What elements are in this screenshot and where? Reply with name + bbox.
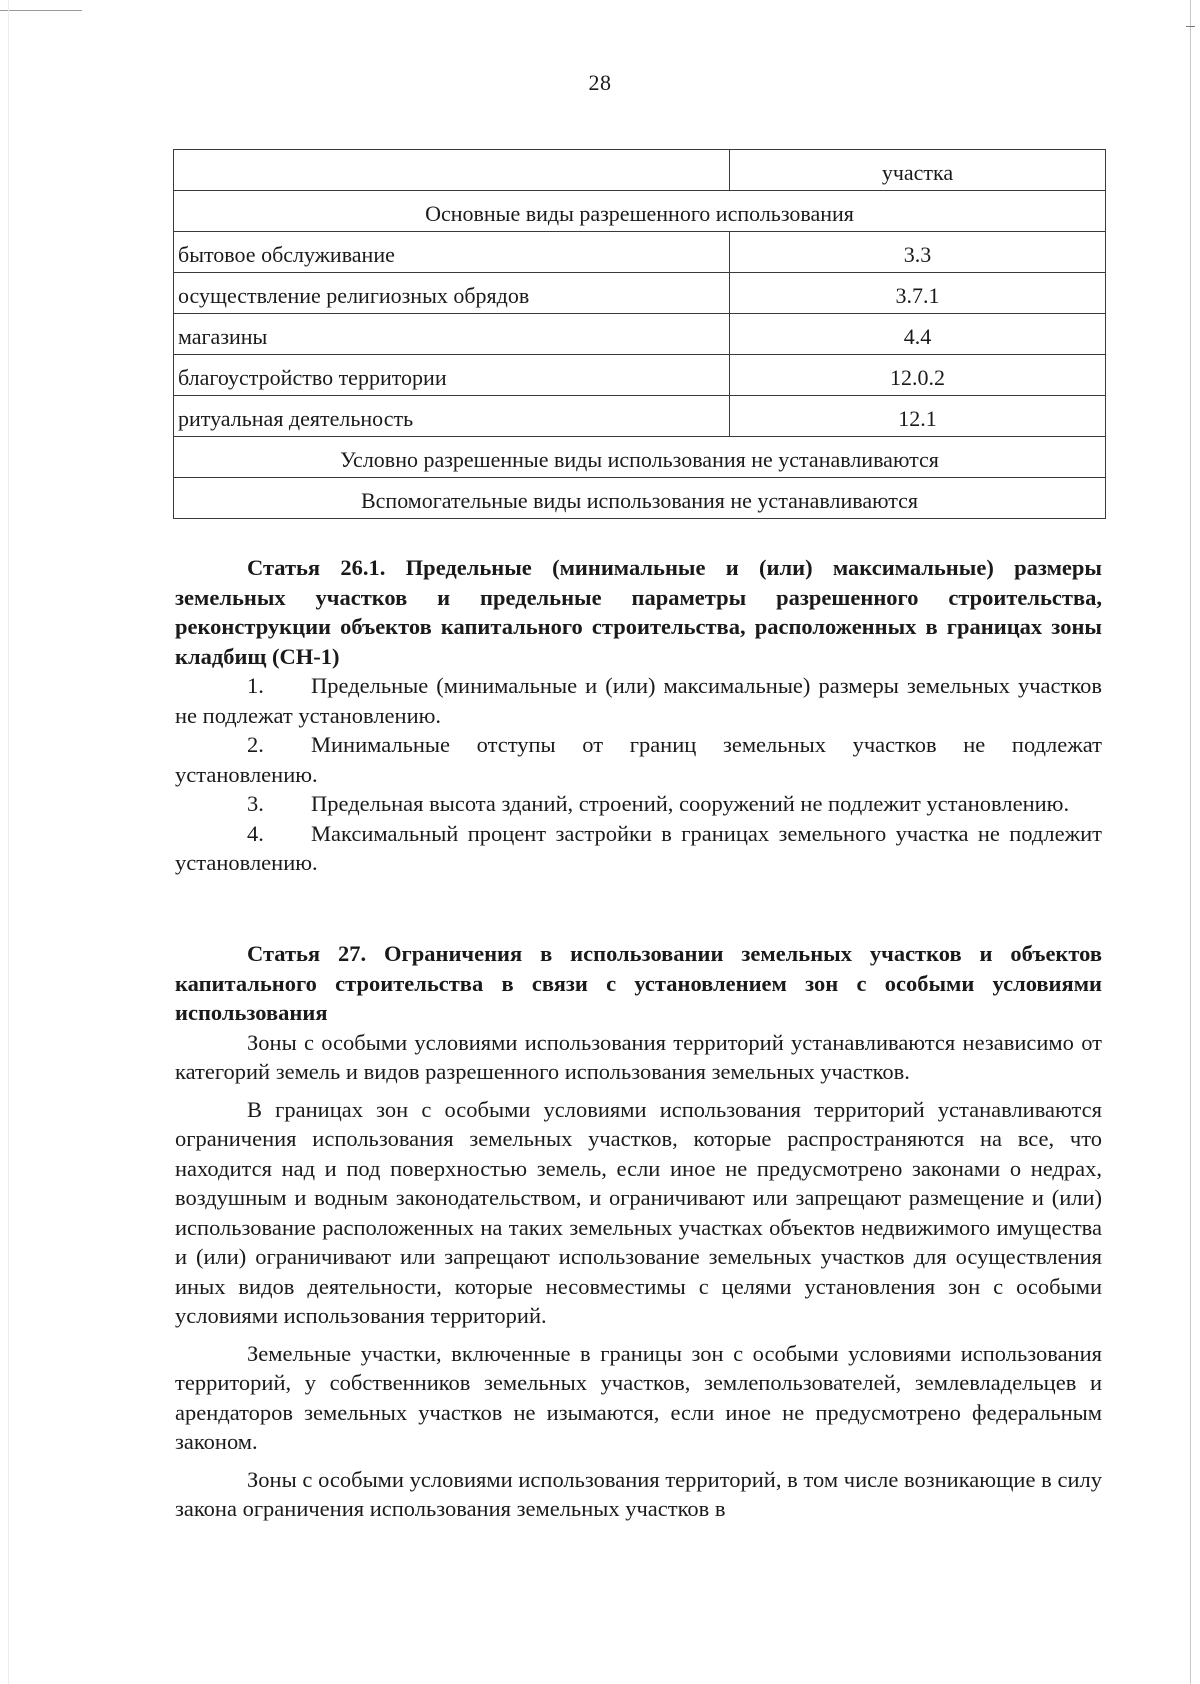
table-row <box>174 273 1106 314</box>
use-code-cell: 3.3 <box>730 232 1106 273</box>
table-section-row <box>174 191 1106 232</box>
item-number: 2. <box>247 732 264 757</box>
table-row <box>174 396 1106 437</box>
table-cell <box>174 150 730 191</box>
list-item <box>175 730 1102 789</box>
item-number: 3. <box>247 791 264 816</box>
table-section-row <box>174 437 1106 478</box>
scan-artifact-line <box>1190 0 1191 1684</box>
use-code-cell: 3.7.1 <box>730 273 1106 314</box>
table-header-cell: участка <box>730 150 1106 191</box>
section-auxiliary-uses: Вспомогательные виды использования не устанавливаются <box>174 478 1106 519</box>
table-row <box>174 232 1106 273</box>
table-row <box>174 355 1106 396</box>
item-text: Максимальный процент застройки в границах земельного участка не подлежит установлению. <box>175 820 1102 875</box>
list-item <box>175 789 1102 819</box>
use-name-cell: благоустройство территории <box>174 355 730 396</box>
use-name-cell: бытовое обслуживание <box>174 232 730 273</box>
item-number: 1. <box>247 673 264 698</box>
item-text: Предельные (минимальные и (или) максимальные) размеры земельных участков не подлежат установлению. <box>175 673 1102 728</box>
scan-artifact-line <box>0 10 82 11</box>
list-item <box>175 819 1102 878</box>
article-26-1-title: Статья 26.1. Предельные (минимальные и (или) максимальные) размеры земельных участков и предельные параметры разрешенного строительства, реконструкции объектов капитального строительства, расположенных в границах зоны кладбищ (СН-1) <box>175 555 1102 669</box>
article-26-1 <box>175 553 1102 878</box>
use-name-cell: магазины <box>174 314 730 355</box>
permitted-use-table <box>173 149 1106 519</box>
use-code-cell: 12.1 <box>730 396 1106 437</box>
paragraph: Зоны с особыми условиями использования территорий устанавливаются независимо от категорий земель и видов разрешенного использования земельных участков. <box>175 1029 1102 1084</box>
article-27-title: Статья 27. Ограничения в использовании земельных участков и объектов капитального строительства в связи с установлением зон с особыми условиями использования <box>175 941 1102 1025</box>
table-row <box>174 314 1106 355</box>
article-27 <box>175 939 1102 1524</box>
table-section-row <box>174 478 1106 519</box>
use-name-cell: ритуальная деятельность <box>174 396 730 437</box>
use-code-cell: 12.0.2 <box>730 355 1106 396</box>
scan-artifact-line <box>8 0 9 1684</box>
item-number: 4. <box>247 820 264 846</box>
use-code-cell: 4.4 <box>730 314 1106 355</box>
paragraph: Зоны с особыми условиями использования территорий, в том числе возникающие в силу закона ограничения использования земельных участков в <box>175 1466 1102 1521</box>
list-item <box>175 671 1102 730</box>
section-main-uses: Основные виды разрешенного использования <box>174 191 1106 232</box>
page-number: 28 <box>588 70 612 95</box>
section-conditional-uses: Условно разрешенные виды использования не устанавливаются <box>174 437 1106 478</box>
item-text: Предельная высота зданий, строений, сооружений не подлежит установлению. <box>311 791 1070 816</box>
paragraph: Земельные участки, включенные в границы зон с особыми условиями использования территорий, у собственников земельных участков, землепользователей, землевладельцев и арендаторов земельных участков не изымаются, если иное не предусмотрено федеральным законом. <box>175 1340 1102 1454</box>
paragraph: В границах зон с особыми условиями использования территорий устанавливаются ограничения использования земельных участков, которые распространяются на все, что находится над и под поверхностью земель, если иное не предусмотрено законами о недрах, воздушным и водным законодательством, и ограничивают или запрещают размещение и (или) использование расположенных на таких земельных участках объектов недвижимого имущества и (или) ограничивают или запрещают использование земельных участков для осуществления иных видов деятельности, которые несовместимы с целями установления зон с особыми условиями использования территорий. <box>175 1096 1102 1328</box>
table-row <box>174 150 1106 191</box>
use-name-cell: осуществление религиозных обрядов <box>174 273 730 314</box>
scan-artifact-mark <box>1186 26 1195 27</box>
item-text: Минимальные отступы от границ земельных участков не подлежат установлению. <box>175 732 1102 787</box>
